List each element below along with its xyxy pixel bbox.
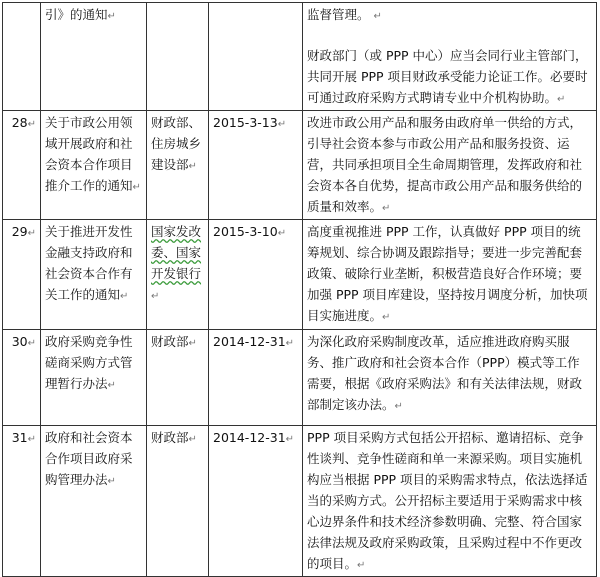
policy-content: 改进市政公用产品和服务由政府单一供给的方式，引导社会资本参与市政公用产品和服务投资、运营，共同承担项目全生命周期管理，发挥政府和社会资本各自优势，提高市政公用产品和服务供给的质量和效率。↵ — [303, 111, 597, 220]
issuing-department: 财政部↵ — [147, 330, 209, 426]
policy-title: 政府采购竞争性磋商采购方式管理暂行办法↵ — [41, 330, 147, 426]
policy-title: 关于市政公用领域开展政府和社会资本合作项目推介工作的通知↵ — [41, 111, 147, 220]
policy-content: 为深化政府采购制度改革，适应推进政府购买服务、推广政府和社会资本合作（PPP）模式等工作需要，根据《政府采购法》和有关法律法规，财政部制定该办法。↵ — [303, 330, 597, 426]
policy-title: 关于推进开发性金融支持政府和社会资本合作有关工作的通知↵ — [41, 220, 147, 330]
row-number: 29↵ — [3, 220, 41, 330]
issue-date: 2014-12-31↵ — [209, 426, 303, 577]
policy-content: 监督管理。 ↵ 财政部门（或 PPP 中心）应当会同行业主管部门，共同开展 PPP 项目财政承受能力论证工作。必要时可通过政府采购方式聘请专业中介机构协助。↵ — [303, 3, 597, 111]
issuing-department: 国家发改委、国家开发银行↵ — [147, 220, 209, 330]
policy-content: PPP 项目采购方式包括公开招标、邀请招标、竞争性谈判、竞争性磋商和单一来源采购。项目实施机构应当根据 PPP 项目的采购需求特点，依法选择适当的采购方式。公开招标主要适用于采购需求中核心边界条件和技术经济参数明确、完整、符合国家法律法规及政府采购政策，且采购过程中不作更改的项目。↵ — [303, 426, 597, 577]
table-row — [3, 330, 597, 426]
row-number: 30↵ — [3, 330, 41, 426]
row-number: 28↵ — [3, 111, 41, 220]
table-row — [3, 3, 597, 111]
issue-date: 2014-12-31↵ — [209, 330, 303, 426]
row-number: 31↵ — [3, 426, 41, 577]
issuing-department: 财政部、住房城乡建设部↵ — [147, 111, 209, 220]
issuing-department: 财政部↵ — [147, 426, 209, 577]
issue-date — [209, 3, 303, 111]
issue-date: 2015-3-10↵ — [209, 220, 303, 330]
policy-content: 高度重视推进 PPP 工作，认真做好 PPP 项目的统筹规划、综合协调及跟踪指导；要进一步完善配套政策、破除行业垄断，积极营造良好合作环境；要加强 PPP 项目库建设，坚持按月调度分析，加快项目实施进度。↵ — [303, 220, 597, 330]
issue-date: 2015-3-13↵ — [209, 111, 303, 220]
policy-title: 政府和社会资本合作项目政府采购管理办法↵ — [41, 426, 147, 577]
policy-table — [2, 2, 597, 577]
issuing-department — [147, 3, 209, 111]
table-row — [3, 426, 597, 577]
policy-title: 引》的通知↵ — [41, 3, 147, 111]
table-row — [3, 111, 597, 220]
row-number — [3, 3, 41, 111]
table-row — [3, 220, 597, 330]
